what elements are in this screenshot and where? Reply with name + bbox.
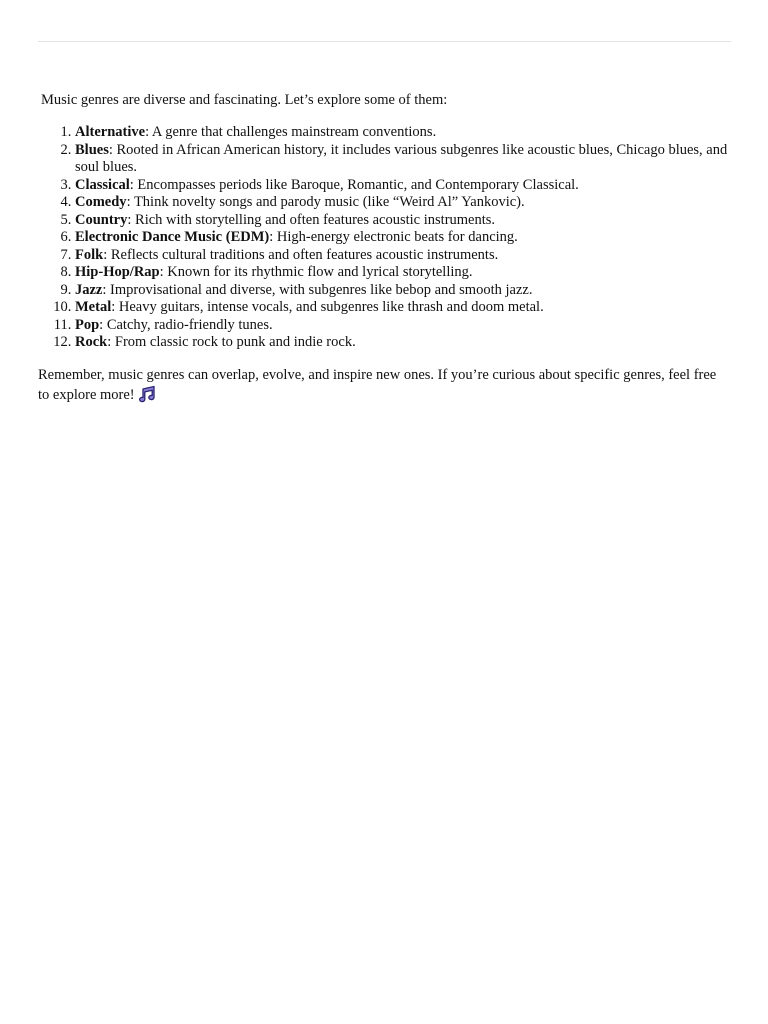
genre-name: Classical [75,176,130,193]
genre-name: Rock [75,334,108,350]
list-item [75,282,731,300]
genre-description: : Encompasses periods like Baroque, Romantic, and Contemporary Classical. [129,176,579,193]
list-item [75,142,731,177]
outro-text: Remember, music genres can overlap, evolve, and inspire new ones. If you’re curious about specific genres, feel free to explore more! [38,366,717,403]
genre-description: : From classic rock to punk and indie rock. [107,334,356,350]
genre-description: : Improvisational and diverse, with subgenres like bebop and smooth jazz. [102,281,533,298]
genre-description: : A genre that challenges mainstream conventions. [145,124,437,140]
genre-description: : Catchy, radio-friendly tunes. [99,316,273,333]
list-item [75,177,731,195]
genre-description: : Rooted in African American history, it includes various subgenres like acoustic blues, Chicago blues, and soul blues. [75,141,728,175]
list-item [75,124,731,142]
genre-name: Hip-Hop/Rap [75,264,160,280]
list-item [75,247,731,265]
list-item [75,229,731,247]
genre-name: Electronic Dance Music (EDM) [75,229,270,245]
genre-name: Country [75,211,128,228]
intro-text: Music genres are diverse and fascinating. Let’s explore some of them: [41,92,448,108]
genre-list [38,124,731,352]
list-item [75,299,731,317]
list-item [75,264,731,282]
genre-name: Alternative [75,124,146,140]
list-item [75,334,731,352]
genre-description: : Think novelty songs and parody music (like “Weird Al” Yankovic). [126,194,525,210]
genre-name: Folk [75,246,104,263]
genre-name: Blues [75,141,109,158]
musical-notes-icon-svg [138,385,156,403]
genre-name: Metal [75,299,112,315]
genre-name: Pop [75,316,100,333]
musical-notes-icon [138,385,156,403]
genre-name: Jazz [75,281,103,298]
list-item [75,212,731,230]
list-item [75,317,731,335]
genre-description: : High-energy electronic beats for dancing. [269,229,518,245]
genre-name: Comedy [75,194,127,210]
genre-description: : Rich with storytelling and often features acoustic instruments. [127,211,496,228]
genre-description: : Heavy guitars, intense vocals, and subgenres like thrash and doom metal. [111,299,544,315]
outro-paragraph [38,365,728,406]
genre-description: : Reflects cultural traditions and often features acoustic instruments. [103,246,499,263]
top-divider [38,41,731,42]
list-item [75,194,731,212]
message-content [38,90,731,406]
genre-description: : Known for its rhythmic flow and lyrical storytelling. [159,264,473,280]
